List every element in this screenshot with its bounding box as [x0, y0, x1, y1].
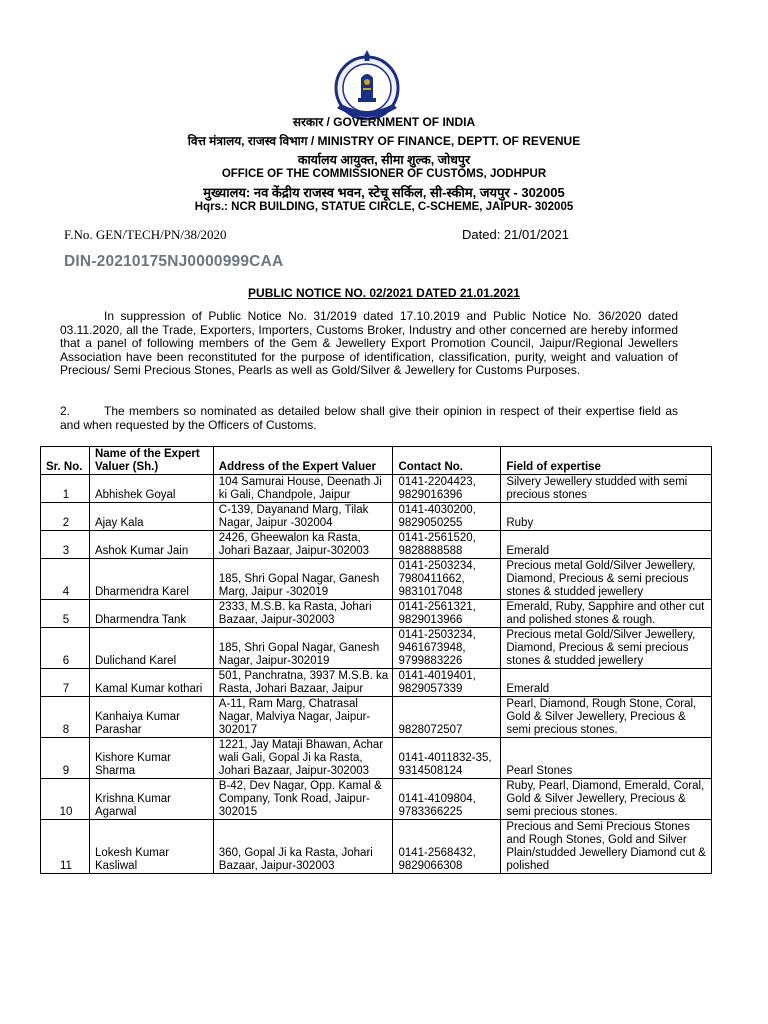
- cell-name: Dulichand Karel: [89, 628, 213, 669]
- paragraph-1-text: In suppression of Public Notice No. 31/2019 dated 17.10.2019 and Public Notice No. 36/2020 dated 03.11.2020, all the Trade, Exporters, Importers, Customs Broker, Industry and other concerned are hereby informed that a panel of following members of the Gem & Jewellery Export Promotion Council, Jaipur/Regional Jewellers Association have been reconstituted for the purpose of identification, classification, purity, weight and valuation of Precious/ Semi Precious Stones, Pearls as well as Gold/Silver & Jewellery for Customs Purposes.: [60, 309, 678, 377]
- header-hq-hindi: मुख्यालय: नव केंद्रीय राजस्व भवन, स्टेचू सर्किल, सी-स्कीम, जयपुर - 302005: [203, 185, 565, 200]
- cell-address: 185, Shri Gopal Nagar, Ganesh Nagar, Jaipur-302019: [213, 628, 393, 669]
- paragraph-2-number: 2.: [60, 404, 71, 418]
- cell-contact: 0141-2561321, 9829013966: [393, 600, 501, 628]
- cell-address: 501, Panchratna, 3937 M.S.B. ka Rasta, Johari Bazaar, Jaipur: [213, 669, 393, 697]
- cell-field: Ruby, Pearl, Diamond, Emerald, Coral, Gold & Silver Jewellery, Precious & semi precious stones.: [501, 779, 712, 820]
- cell-address: 104 Samurai House, Deenath Ji ki Gali, Chandpole, Jaipur: [213, 475, 393, 503]
- file-number: F.No. GEN/TECH/PN/38/2020: [64, 227, 227, 242]
- table-row: [41, 475, 712, 503]
- cell-contact: 0141-2561520, 9828888588: [393, 531, 501, 559]
- cell-name: Dharmendra Karel: [89, 559, 213, 600]
- cell-contact: 0141-2204423, 9829016396: [393, 475, 501, 503]
- cell-address: C-139, Dayanand Marg, Tilak Nagar, Jaipur -302004: [213, 503, 393, 531]
- expert-valuers-table: [40, 446, 712, 874]
- cell-sr: 3: [41, 531, 90, 559]
- cell-address: 2426, Gheewalon ka Rasta, Johari Bazaar, Jaipur-302003: [213, 531, 393, 559]
- cell-name: Dharmendra Tank: [89, 600, 213, 628]
- notice-date: Dated: 21/01/2021: [462, 227, 569, 242]
- header-contact: Contact No.: [393, 447, 501, 475]
- table-row: [41, 559, 712, 600]
- cell-sr: 4: [41, 559, 90, 600]
- header-ministry: वित्त मंत्रालय, राजस्व विभाग / MINISTRY OF FINANCE, DEPTT. OF REVENUE: [187, 134, 581, 148]
- public-notice-title: PUBLIC NOTICE NO. 02/2021 DATED 21.01.2021: [248, 286, 520, 300]
- table-header-row: [41, 447, 712, 475]
- cell-contact: 0141-2568432, 9829066308: [393, 820, 501, 874]
- cell-sr: 10: [41, 779, 90, 820]
- cell-field: Silvery Jewellery studded with semi precious stones: [501, 475, 712, 503]
- cell-name: Krishna Kumar Agarwal: [89, 779, 213, 820]
- header-address: Address of the Expert Valuer: [213, 447, 393, 475]
- cell-sr: 9: [41, 738, 90, 779]
- table-row: [41, 669, 712, 697]
- table-row: [41, 738, 712, 779]
- table-row: [41, 503, 712, 531]
- cell-contact: 0141-4109804, 9783366225: [393, 779, 501, 820]
- cell-address: 185, Shri Gopal Nagar, Ganesh Marg, Jaipur -302019: [213, 559, 393, 600]
- cell-sr: 2: [41, 503, 90, 531]
- header-name: Name of the Expert Valuer (Sh.): [89, 447, 213, 475]
- table-row: [41, 600, 712, 628]
- cell-contact: 9828072507: [393, 697, 501, 738]
- cell-field: Emerald: [501, 531, 712, 559]
- cell-name: Ashok Kumar Jain: [89, 531, 213, 559]
- cell-field: Emerald: [501, 669, 712, 697]
- cell-contact: 0141-4019401, 9829057339: [393, 669, 501, 697]
- cell-sr: 7: [41, 669, 90, 697]
- header-office-hindi: कार्यालय आयुक्त, सीमा शुल्क, जोधपुर: [297, 153, 471, 167]
- cell-field: Precious metal Gold/Silver Jewellery, Diamond, Precious & semi precious stones & studded jewellery: [501, 559, 712, 600]
- cell-field: Pearl, Diamond, Rough Stone, Coral, Gold & Silver Jewellery, Precious & semi precious stones.: [501, 697, 712, 738]
- cell-contact: 0141-4030200, 9829050255: [393, 503, 501, 531]
- table-row: [41, 628, 712, 669]
- cell-contact: 0141-2503234, 9461673948, 9799883226: [393, 628, 501, 669]
- table-row: [41, 820, 712, 874]
- cell-address: 1221, Jay Mataji Bhawan, Achar wali Gali, Gopal Ji ka Rasta, Johari Bazaar, Jaipur-302003: [213, 738, 393, 779]
- paragraph-2-text: The members so nominated as detailed below shall give their opinion in respect of their expertise field as and when requested by the Officers of Customs.: [60, 404, 678, 432]
- din-number: DIN-20210175NJ0000999CAA: [64, 253, 284, 270]
- cell-address: 2333, M.S.B. ka Rasta, Johari Bazaar, Jaipur-302003: [213, 600, 393, 628]
- cell-name: Lokesh Kumar Kasliwal: [89, 820, 213, 874]
- cell-contact: 0141-4011832-35, 9314508124: [393, 738, 501, 779]
- cell-sr: 11: [41, 820, 90, 874]
- cell-name: Abhishek Goyal: [89, 475, 213, 503]
- cell-address: 360, Gopal Ji ka Rasta, Johari Bazaar, Jaipur-302003: [213, 820, 393, 874]
- cell-address: B-42, Dev Nagar, Opp. Kamal & Company, Tonk Road, Jaipur-302015: [213, 779, 393, 820]
- table-row: [41, 531, 712, 559]
- cell-address: A-11, Ram Marg, Chatrasal Nagar, Malviya Nagar, Jaipur-302017: [213, 697, 393, 738]
- paragraph-1: [60, 310, 678, 378]
- cell-sr: 8: [41, 697, 90, 738]
- cell-field: Precious metal Gold/Silver Jewellery, Diamond, Precious & semi precious stones & studded jewellery: [501, 628, 712, 669]
- cell-field: Ruby: [501, 503, 712, 531]
- cell-sr: 5: [41, 600, 90, 628]
- header-hq: Hqrs.: NCR BUILDING, STATUE CIRCLE, C-SCHEME, JAIPUR- 302005: [194, 201, 574, 213]
- cell-name: Ajay Kala: [89, 503, 213, 531]
- cell-name: Kishore Kumar Sharma: [89, 738, 213, 779]
- table-row: [41, 697, 712, 738]
- table-row: [41, 779, 712, 820]
- cell-contact: 0141-2503234, 7980411662, 9831017048: [393, 559, 501, 600]
- header-government: सरकार / GOVERNMENT OF INDIA: [292, 115, 476, 129]
- cell-name: Kanhaiya Kumar Parashar: [89, 697, 213, 738]
- header-office: OFFICE OF THE COMMISSIONER OF CUSTOMS, JODHPUR: [221, 168, 547, 180]
- header-sr-no: Sr. No.: [41, 447, 90, 475]
- cell-field: Emerald, Ruby, Sapphire and other cut and polished stones & rough.: [501, 600, 712, 628]
- cell-sr: 1: [41, 475, 90, 503]
- cell-field: Precious and Semi Precious Stones and Rough Stones, Gold and Silver Plain/studded Jewellery Diamond cut & polished: [501, 820, 712, 874]
- header-field: Field of expertise: [501, 447, 712, 475]
- cell-field: Pearl Stones: [501, 738, 712, 779]
- paragraph-2: [60, 405, 678, 432]
- cell-name: Kamal Kumar kothari: [89, 669, 213, 697]
- cell-sr: 6: [41, 628, 90, 669]
